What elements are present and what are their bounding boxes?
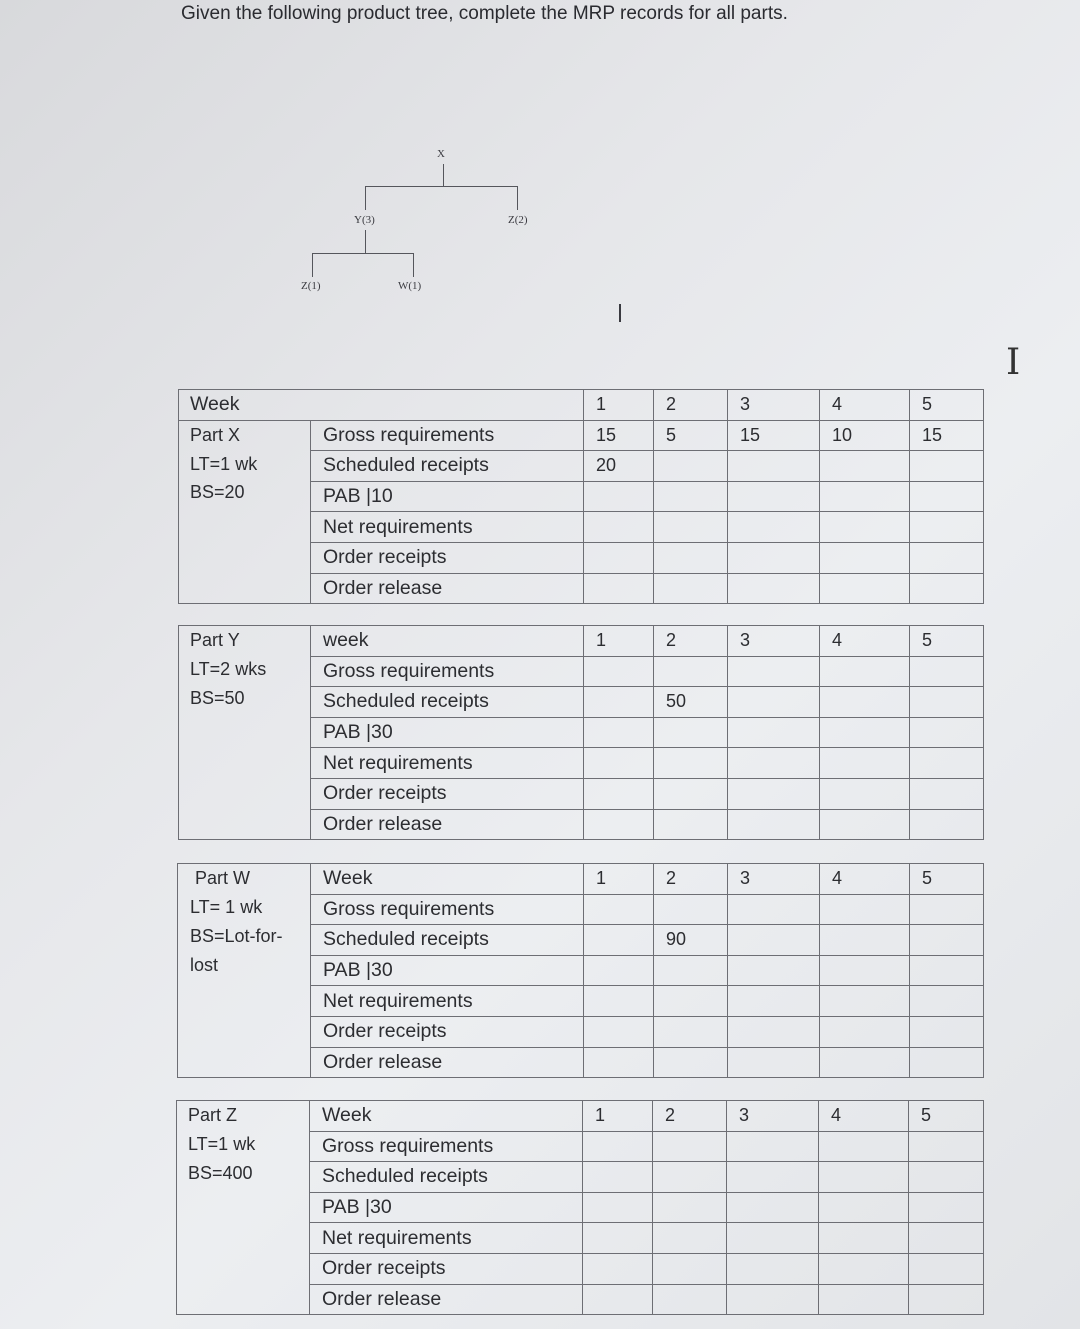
order-receipts-cell[interactable] [654,778,728,809]
scheduled-cell[interactable] [584,687,654,718]
week-cell: 5 [910,390,984,421]
order-receipts-cell[interactable] [910,1016,984,1047]
order-receipts-cell[interactable] [728,778,820,809]
week-cell: 3 [728,864,820,895]
order-receipts-cell[interactable] [654,542,728,573]
net-cell[interactable] [654,748,728,779]
order-receipts-cell[interactable] [584,1016,654,1047]
tree-line [365,230,366,253]
gross-cell[interactable] [910,894,984,925]
order-release-cell[interactable] [654,809,728,840]
pab-cell[interactable] [728,717,820,748]
order-receipts-label: Order receipts [311,1016,584,1047]
part-name: Part W [195,868,251,888]
scheduled-cell[interactable] [727,1162,819,1193]
scheduled-receipts-label: Scheduled receipts [311,451,584,482]
scheduled-receipts-label: Scheduled receipts [311,925,584,956]
week-cell: 1 [584,864,654,895]
tree-node-z2: Z(2) [508,214,528,226]
net-cell[interactable] [910,748,984,779]
order-release-cell[interactable] [820,809,910,840]
gross-cell[interactable] [727,1131,819,1162]
pab-cell[interactable] [728,481,820,512]
table-row [179,626,984,657]
pab-label: PAB |30 [310,1192,583,1223]
gross-cell[interactable]: 15 [910,420,984,451]
order-receipts-label: Order receipts [310,1253,583,1284]
order-receipts-cell[interactable] [728,1016,820,1047]
week-cell: 3 [727,1101,819,1132]
week-cell: 2 [653,1101,727,1132]
gross-cell[interactable] [910,656,984,687]
pab-cell[interactable] [910,717,984,748]
scheduled-cell[interactable] [728,451,820,482]
order-release-cell[interactable] [584,1047,654,1078]
net-cell[interactable] [910,986,984,1017]
net-cell[interactable] [654,986,728,1017]
order-receipts-cell[interactable] [910,542,984,573]
order-receipts-cell[interactable] [653,1253,727,1284]
table-row [179,390,984,421]
mrp-table-part-z [176,1100,984,1315]
net-cell[interactable] [820,986,910,1017]
lead-time: LT=2 wks [190,658,267,679]
net-cell[interactable] [728,986,820,1017]
gross-requirements-label: Gross requirements [311,894,584,925]
order-receipts-cell[interactable] [819,1253,909,1284]
pab-label: PAB |10 [311,481,584,512]
week-cell: 1 [584,390,654,421]
pab-cell[interactable] [819,1192,909,1223]
net-cell[interactable] [727,1223,819,1254]
week-cell: 2 [654,626,728,657]
week-label: Week [310,1101,583,1132]
net-cell[interactable] [909,1223,984,1254]
gross-cell[interactable]: 15 [584,420,654,451]
order-release-cell[interactable] [820,573,910,604]
tree-line [312,253,313,277]
net-cell[interactable] [910,512,984,543]
part-name: Part Y [190,630,240,650]
part-w-info [178,864,311,1078]
table-row [178,864,984,895]
tree-node-z1: Z(1) [301,280,321,292]
part-y-info [179,626,311,840]
net-cell[interactable] [584,986,654,1017]
order-receipts-cell[interactable] [909,1253,984,1284]
gross-cell[interactable] [583,1131,653,1162]
pab-cell[interactable] [820,955,910,986]
pab-cell[interactable] [727,1192,819,1223]
gross-cell[interactable] [819,1131,909,1162]
lead-time: LT=1 wk [190,453,258,474]
part-x-info [179,420,311,604]
pab-cell[interactable] [654,955,728,986]
batch-size: BS=20 [190,482,245,503]
net-requirements-label: Net requirements [311,512,584,543]
text-cursor-mark [619,304,621,322]
order-release-cell[interactable] [910,573,984,604]
part-name: Part Z [188,1105,238,1125]
pab-cell[interactable] [820,481,910,512]
net-requirements-label: Net requirements [311,748,584,779]
order-release-cell[interactable] [820,1047,910,1078]
pab-cell[interactable] [909,1192,984,1223]
order-receipts-cell[interactable] [910,778,984,809]
net-cell[interactable] [584,512,654,543]
tree-line [517,186,518,210]
order-release-cell[interactable] [910,1047,984,1078]
batch-size: BS=400 [188,1162,253,1183]
gross-cell[interactable]: 15 [728,420,820,451]
mrp-table-part-x [178,389,984,604]
gross-cell[interactable]: 10 [820,420,910,451]
week-cell: 5 [909,1101,984,1132]
gross-cell[interactable] [820,656,910,687]
scheduled-cell[interactable] [910,687,984,718]
order-release-cell[interactable] [653,1284,727,1315]
scheduled-cell[interactable] [583,1162,653,1193]
gross-requirements-label: Gross requirements [310,1131,583,1162]
batch-size: BS=50 [190,687,245,708]
tree-line [312,253,414,254]
order-receipts-cell[interactable] [728,542,820,573]
tree-node-w: W(1) [398,280,422,292]
table-row [177,1101,984,1132]
scheduled-cell[interactable] [584,925,654,956]
order-release-cell[interactable] [728,809,820,840]
order-release-cell[interactable] [654,573,728,604]
order-release-label: Order release [311,809,584,840]
week-cell: 1 [584,626,654,657]
order-receipts-cell[interactable] [820,542,910,573]
scheduled-cell[interactable] [819,1162,909,1193]
net-cell[interactable] [653,1223,727,1254]
gross-cell[interactable] [653,1131,727,1162]
pab-label: PAB |30 [311,717,584,748]
week-cell: 5 [910,864,984,895]
gross-cell[interactable] [584,894,654,925]
net-cell[interactable] [584,748,654,779]
pab-cell[interactable] [584,717,654,748]
pab-cell[interactable] [910,955,984,986]
gross-cell[interactable]: 5 [654,420,728,451]
scheduled-cell[interactable] [910,925,984,956]
product-tree [0,0,1080,340]
scheduled-cell[interactable] [909,1162,984,1193]
pab-cell[interactable] [728,955,820,986]
scheduled-cell[interactable]: 90 [654,925,728,956]
scheduled-receipts-label: Scheduled receipts [310,1162,583,1193]
net-cell[interactable] [654,512,728,543]
scheduled-cell[interactable] [654,451,728,482]
week-cell: 1 [583,1101,653,1132]
net-requirements-label: Net requirements [310,1223,583,1254]
order-receipts-cell[interactable] [820,778,910,809]
ibeam-cursor-icon: I [1006,342,1021,383]
scheduled-cell[interactable] [653,1162,727,1193]
scheduled-cell[interactable]: 50 [654,687,728,718]
scheduled-cell[interactable] [728,925,820,956]
gross-requirements-label: Gross requirements [311,420,584,451]
pab-cell[interactable] [583,1192,653,1223]
net-cell[interactable] [728,748,820,779]
order-receipts-cell[interactable] [654,1016,728,1047]
order-release-cell[interactable] [728,573,820,604]
tree-node-x: X [437,148,445,160]
week-header-label: Week [179,390,584,421]
tree-node-y: Y(3) [354,214,375,226]
scheduled-cell[interactable] [910,451,984,482]
week-label: Week [311,864,584,895]
tree-line [413,253,414,277]
week-label: week [311,626,584,657]
mrp-table-part-w [177,863,984,1078]
order-release-label: Order release [310,1284,583,1315]
order-release-label: Order release [311,573,584,604]
week-cell: 4 [820,390,910,421]
pab-cell[interactable] [653,1192,727,1223]
order-receipts-cell[interactable] [584,542,654,573]
gross-requirements-label: Gross requirements [311,656,584,687]
order-release-cell[interactable] [654,1047,728,1078]
week-cell: 3 [728,390,820,421]
gross-cell[interactable] [654,656,728,687]
net-cell[interactable] [820,512,910,543]
pab-label: PAB |30 [311,955,584,986]
net-cell[interactable] [819,1223,909,1254]
pab-cell[interactable] [584,955,654,986]
scheduled-cell[interactable] [820,687,910,718]
order-release-cell[interactable] [728,1047,820,1078]
order-release-cell[interactable] [819,1284,909,1315]
tree-line [365,186,518,187]
week-cell: 4 [820,864,910,895]
order-release-cell[interactable] [727,1284,819,1315]
net-cell[interactable] [728,512,820,543]
order-release-label: Order release [311,1047,584,1078]
net-cell[interactable] [583,1223,653,1254]
scheduled-cell[interactable] [728,687,820,718]
order-receipts-cell[interactable] [820,1016,910,1047]
order-receipts-label: Order receipts [311,542,584,573]
page-title: Given the following product tree, complete the MRP records for all parts. [181,3,788,24]
lead-time: LT= 1 wk [190,896,263,917]
pab-cell[interactable] [654,717,728,748]
scheduled-cell[interactable]: 20 [584,451,654,482]
pab-cell[interactable] [820,717,910,748]
tree-line [443,164,444,186]
scheduled-receipts-label: Scheduled receipts [311,687,584,718]
tree-line [365,186,366,210]
net-requirements-label: Net requirements [311,986,584,1017]
order-receipts-cell[interactable] [727,1253,819,1284]
gross-cell[interactable] [820,894,910,925]
mrp-table-part-y [178,625,984,840]
order-receipts-label: Order receipts [311,778,584,809]
pab-cell[interactable] [584,481,654,512]
order-release-cell[interactable] [584,809,654,840]
part-name: Part X [190,424,241,445]
order-receipts-cell[interactable] [584,778,654,809]
order-release-cell[interactable] [584,573,654,604]
gross-cell[interactable] [728,656,820,687]
part-z-info [177,1101,310,1315]
gross-cell[interactable] [909,1131,984,1162]
order-release-cell[interactable] [583,1284,653,1315]
scheduled-cell[interactable] [820,925,910,956]
week-cell: 2 [654,390,728,421]
week-cell: 4 [820,626,910,657]
gross-cell[interactable] [584,656,654,687]
gross-cell[interactable] [654,894,728,925]
batch-size-continued: lost [190,954,219,975]
order-receipts-cell[interactable] [583,1253,653,1284]
gross-cell[interactable] [728,894,820,925]
week-cell: 5 [910,626,984,657]
lead-time: LT=1 wk [188,1133,256,1154]
scheduled-cell[interactable] [820,451,910,482]
week-cell: 4 [819,1101,909,1132]
net-cell[interactable] [820,748,910,779]
table-row [179,420,984,451]
week-cell: 2 [654,864,728,895]
batch-size: BS=Lot-for- [190,925,283,946]
order-release-cell[interactable] [910,809,984,840]
pab-cell[interactable] [654,481,728,512]
pab-cell[interactable] [910,481,984,512]
order-release-cell[interactable] [909,1284,984,1315]
week-cell: 3 [728,626,820,657]
